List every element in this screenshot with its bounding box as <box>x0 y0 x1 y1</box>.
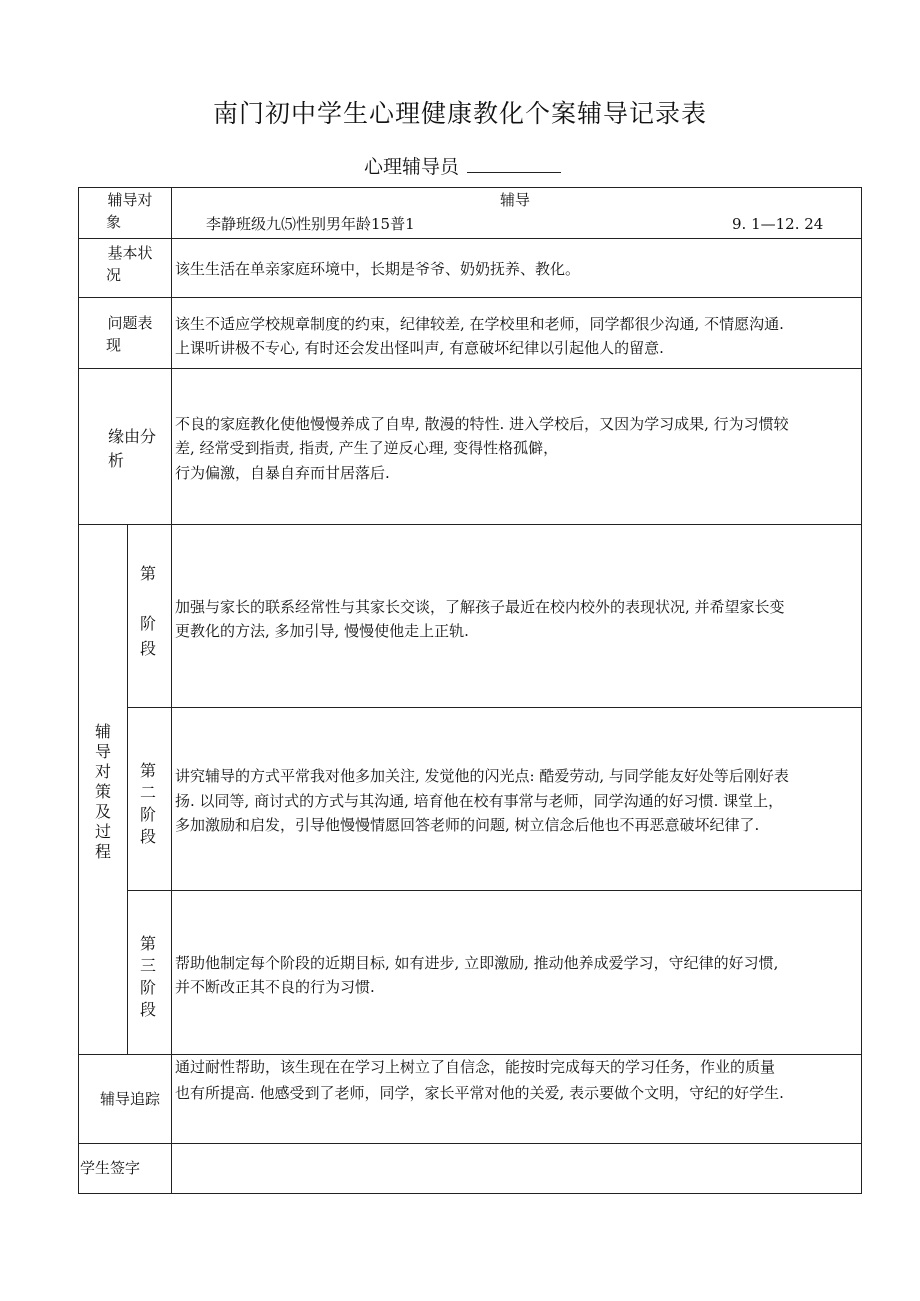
stage2-line1: 讲究辅导的方式平常我对他多加关注, 发觉他的闪光点: 酷爱劳动, 与同学能友好处等后刚好表 <box>175 767 789 785</box>
stage1-line1: 加强与家长的联系经常性与其家长交谈，了解孩子最近在校内校外的表现状况, 并希望家长变 <box>175 598 785 616</box>
stage2-label-char: 阶 <box>139 805 156 824</box>
strategy-label-char: 导 <box>94 742 111 761</box>
basic-label-line1: 基本状 <box>107 244 153 262</box>
problem-label-line2: 现 <box>106 336 122 354</box>
followup-line1: 通过耐性帮助，该生现在在学习上树立了自信念，能按时完成每天的学习任务，作业的质量 <box>175 1058 776 1076</box>
strategy-label-char: 策 <box>94 782 111 801</box>
problem-line1: 该生不适应学校规章制度的约束，纪律较差, 在学校里和老师，同学都很少沟通, 不情愿沟通. <box>175 315 784 333</box>
signature-label: 学生签字 <box>80 1159 141 1177</box>
stage2-label-char: 段 <box>139 827 156 846</box>
followup-label: 辅导追踪 <box>99 1090 160 1108</box>
target-label-line1: 辅导对 <box>107 191 153 209</box>
cause-line2: 差, 经常受到指责, 指责, 产生了逆反心理, 变得性格孤僻， <box>175 439 559 457</box>
stage1-line2: 更教化的方法, 多加引导, 慢慢使他走上正轨. <box>175 622 469 640</box>
counselor-blank-field[interactable] <box>467 154 561 173</box>
strategy-label-char: 对 <box>94 762 111 781</box>
stage1-label-char: 阶 <box>139 614 156 633</box>
counselor-label: 心理辅导员 <box>364 156 460 178</box>
stage3-label <box>139 933 157 1021</box>
strategy-label-char: 程 <box>94 842 111 861</box>
target-label <box>78 189 172 233</box>
cause-label-line1: 缘由分 <box>107 427 156 446</box>
stage3-label-char: 三 <box>139 956 156 975</box>
cause-label <box>78 426 172 472</box>
counselor-line <box>364 152 561 179</box>
target-label-line2: 象 <box>106 213 122 231</box>
strategy-label <box>94 722 112 862</box>
target-header: 辅导 <box>500 191 531 209</box>
stage1-label-char: 段 <box>139 639 156 658</box>
problem-line2: 上课听讲极不专心, 有时还会发出怪叫声, 有意破坏纪律以引起他人的留意. <box>175 339 664 357</box>
stage3-line1: 帮助他制定每个阶段的近期目标, 如有进步, 立即激励, 推动他养成爱学习，守纪律的好习惯, <box>175 954 779 972</box>
strategy-label-char: 及 <box>94 802 111 821</box>
stage2-label <box>139 760 157 848</box>
stage3-label-char: 段 <box>139 1000 156 1019</box>
followup-line2: 也有所提高. 他感受到了老师，同学，家长平常对他的关爱, 表示要做个文明，守纪的好学生. <box>175 1084 784 1102</box>
stage2-line3: 多加激励和启发，引导他慢慢情愿回答老师的问题, 树立信念后他也不再恶意破坏纪律了. <box>175 816 760 834</box>
basic-text: 该生生活在单亲家庭环境中，长期是爷爷、奶奶抚养、教化。 <box>175 260 581 278</box>
problem-label <box>78 312 172 356</box>
stage3-line2: 并不断改正其不良的行为习惯. <box>175 978 375 996</box>
basic-label-line2: 况 <box>106 266 122 284</box>
stage2-line2: 扬. 以同等, 商讨式的方式与其沟通, 培育他在校有事常与老师，同学沟通的好习惯. 课堂上， <box>175 792 784 810</box>
problem-label-line1: 问题表 <box>107 314 153 332</box>
strategy-label-char: 辅 <box>94 722 111 741</box>
signature-field[interactable] <box>171 1143 862 1194</box>
cause-line3: 行为偏激，自暴自弃而甘居落后. <box>175 464 390 482</box>
page-title: 南门初中学生心理健康教化个案辅导记录表 <box>212 99 707 128</box>
stage1-label-char <box>139 586 157 611</box>
stage1-label-char: 第 <box>139 564 156 583</box>
stage2-label-char: 第 <box>139 761 156 780</box>
cause-line1: 不良的家庭教化使他慢慢养成了自卑, 散漫的特性. 进入学校后，又因为学习成果, 行为习惯较 <box>175 415 789 433</box>
target-period: 9. 1—12. 24 <box>732 215 824 233</box>
cause-label-line2: 析 <box>108 451 125 470</box>
stage2-label-char: 二 <box>139 783 156 802</box>
stage1-label <box>139 561 157 661</box>
strategy-label-char: 过 <box>94 822 111 841</box>
target-info: 李静班级九⑸性别男年龄15普1 <box>206 215 415 233</box>
stage3-label-char: 第 <box>139 934 156 953</box>
basic-label <box>78 242 172 286</box>
stage3-label-char: 阶 <box>139 978 156 997</box>
